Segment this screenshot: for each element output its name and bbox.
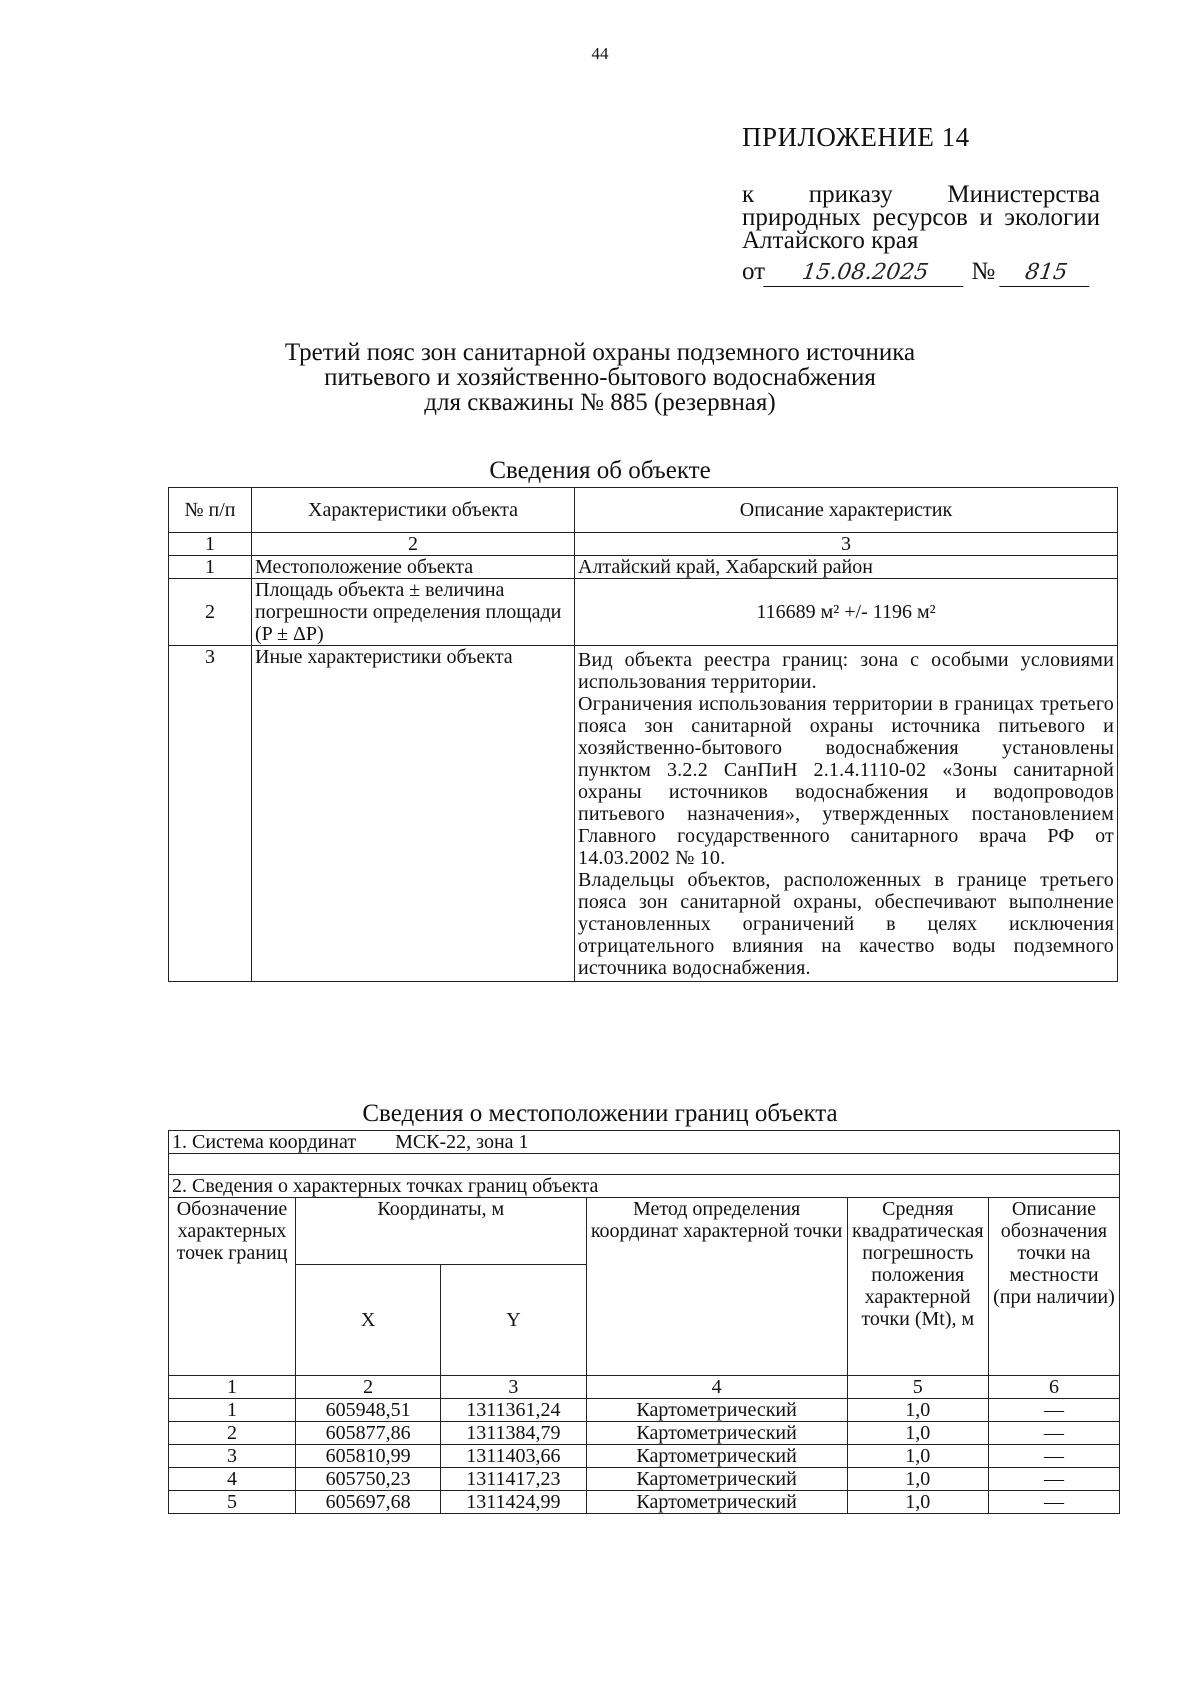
header-cell: Описание характеристик	[575, 488, 1118, 533]
description-paragraph: Владельцы объектов, расположенных в границе третьего пояса зон санитарной охраны, обеспечивают выполнение установленных ограничений в целях исключения отрицательного влияния на качество воды подземного источника водоснабжения.	[578, 869, 1114, 979]
table-row	[169, 646, 1118, 982]
spacer-cell	[169, 1154, 1120, 1175]
numbering-cell: 5	[847, 1376, 988, 1399]
table-row	[169, 1445, 1120, 1468]
point-description: —	[988, 1468, 1119, 1491]
header-cell: № п/п	[169, 488, 252, 533]
point-method: Картометрический	[586, 1399, 847, 1422]
row-number: 2	[169, 579, 252, 646]
table-row	[169, 1468, 1120, 1491]
spacer-row	[169, 1154, 1120, 1175]
numbering-cell: 1	[169, 533, 252, 556]
description-paragraph: Ограничения использования территории в границах третьего пояса зон санитарной охраны источника питьевого и хозяйственно-бытового водоснабжения установлены пунктом 3.2.2 СанПиН 2.1.4.1110-02 «Зоны санитарной охраны источников водоснабжения и водопроводов питьевого назначения», утвержденных постановлением Главного государственного санитарного врача РФ от 14.03.2002 № 10.	[578, 693, 1114, 869]
numbering-cell: 2	[252, 533, 575, 556]
from-label: от	[742, 258, 766, 285]
coord-system-row	[169, 1131, 1120, 1154]
point-y: 1311403,66	[441, 1445, 586, 1468]
row-characteristic: Местоположение объекта	[252, 556, 575, 579]
table-row	[169, 556, 1118, 579]
annex-order-reference: к приказу Министерства природных ресурсов и экологии Алтайского края	[742, 181, 1100, 254]
point-y: 1311417,23	[441, 1468, 586, 1491]
points-label-row	[169, 1175, 1120, 1198]
title-line: питьевого и хозяйственно-бытового водоснабжения	[324, 364, 876, 391]
point-description: —	[988, 1422, 1119, 1445]
point-id: 1	[169, 1399, 296, 1422]
designation-header: Обозначение характерных точек границ	[169, 1198, 296, 1376]
description-paragraph: Вид объекта реестра границ: зона с особыми условиями использования территории.	[578, 649, 1114, 693]
point-description: —	[988, 1491, 1119, 1514]
point-y: 1311424,99	[441, 1491, 586, 1514]
annex-date-number-line	[742, 258, 1102, 287]
header-cell: Характеристики объекта	[252, 488, 575, 533]
numbering-cell: 3	[441, 1376, 586, 1399]
numbering-cell: 2	[296, 1376, 441, 1399]
row-description	[575, 646, 1118, 982]
handwritten-date: 15.08.2025	[763, 262, 967, 287]
point-method: Картометрический	[586, 1422, 847, 1445]
document-title	[200, 340, 1000, 415]
point-x: 605877,86	[296, 1422, 441, 1445]
x-header: X	[296, 1265, 441, 1376]
point-x: 605810,99	[296, 1445, 441, 1468]
coord-system-value: МСК-22, зона 1	[395, 1131, 529, 1153]
point-description: —	[988, 1445, 1119, 1468]
table-row	[169, 1422, 1120, 1445]
point-x: 605948,51	[296, 1399, 441, 1422]
numbering-row	[169, 533, 1118, 556]
location-info-title: Сведения о местоположении границ объекта	[362, 1100, 838, 1127]
point-id: 5	[169, 1491, 296, 1514]
handwritten-number: 815	[1000, 262, 1094, 287]
table-header-row	[169, 1198, 1120, 1265]
row-description: 116689 м² +/- 1196 м²	[575, 579, 1118, 646]
object-info-table	[168, 487, 1118, 982]
title-line: для скважины № 885 (резервная)	[424, 389, 776, 416]
point-method: Картометрический	[586, 1468, 847, 1491]
numbering-cell: 6	[988, 1376, 1119, 1399]
table-row	[169, 1491, 1120, 1514]
row-number: 1	[169, 556, 252, 579]
annex-block	[742, 122, 1102, 287]
point-y: 1311361,24	[441, 1399, 586, 1422]
point-id: 3	[169, 1445, 296, 1468]
method-header: Метод определения координат характерной точки	[586, 1198, 847, 1376]
point-id: 2	[169, 1422, 296, 1445]
page-number: 44	[591, 44, 609, 63]
row-number: 3	[169, 646, 252, 982]
boundary-points-table	[168, 1130, 1120, 1514]
numbering-row	[169, 1376, 1120, 1399]
point-description: —	[988, 1399, 1119, 1422]
title-line: Третий пояс зон санитарной охраны подземного источника	[284, 339, 916, 366]
annex-title: ПРИЛОЖЕНИЕ 14	[742, 122, 970, 152]
table-row	[169, 1399, 1120, 1422]
point-x: 605750,23	[296, 1468, 441, 1491]
point-mt: 1,0	[847, 1399, 988, 1422]
row-description: Алтайский край, Хабарский район	[575, 556, 1118, 579]
point-method: Картометрический	[586, 1491, 847, 1514]
table-row	[169, 579, 1118, 646]
points-label-cell: 2. Сведения о характерных точках границ объекта	[169, 1175, 1120, 1198]
number-label: №	[971, 258, 996, 285]
point-method: Картометрический	[586, 1445, 847, 1468]
numbering-cell: 3	[575, 533, 1118, 556]
point-x: 605697,68	[296, 1491, 441, 1514]
point-id: 4	[169, 1468, 296, 1491]
y-header: Y	[441, 1265, 586, 1376]
point-mt: 1,0	[847, 1468, 988, 1491]
coord-system-label: 1. Система координат	[172, 1131, 357, 1153]
point-mt: 1,0	[847, 1445, 988, 1468]
object-info-title: Сведения об объекте	[489, 457, 711, 484]
numbering-cell: 1	[169, 1376, 296, 1399]
point-y: 1311384,79	[441, 1422, 586, 1445]
point-mt: 1,0	[847, 1491, 988, 1514]
coord-system-cell	[169, 1131, 1120, 1154]
error-header: Средняя квадратическая погрешность положения характерной точки (Mt), м	[847, 1198, 988, 1376]
numbering-cell: 4	[586, 1376, 847, 1399]
row-characteristic: Площадь объекта ± величина погрешности определения площади (P ± ΔP)	[252, 579, 575, 646]
coordinates-header: Координаты, м	[296, 1198, 587, 1265]
description-header: Описание обозначения точки на местности (при наличии)	[988, 1198, 1119, 1376]
table-header-row	[169, 488, 1118, 533]
row-characteristic: Иные характеристики объекта	[252, 646, 575, 982]
point-mt: 1,0	[847, 1422, 988, 1445]
